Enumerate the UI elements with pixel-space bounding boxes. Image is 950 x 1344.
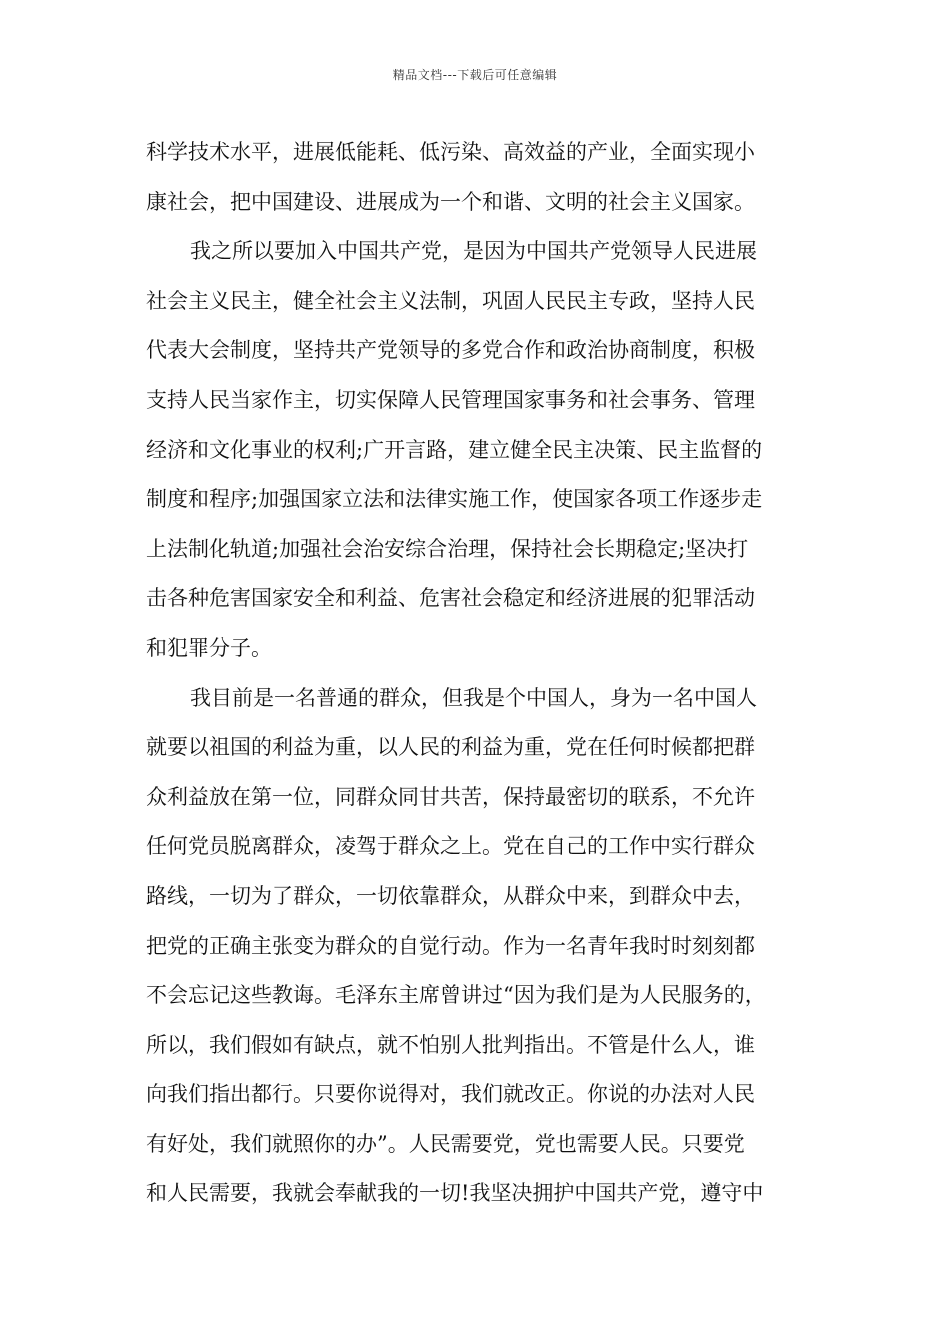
page-header: 精品文档---下载后可任意编辑 <box>392 68 558 82</box>
text-line: 有好处，我们就照你的办”。人民需要党，党也需要人民。只要党 <box>146 1131 745 1156</box>
text-line: 向我们指出都行。只要你说得对，我们就改正。你说的办法对人民 <box>146 1082 755 1107</box>
text-line: 路线，一切为了群众，一切依靠群众，从群众中来，到群众中去， <box>146 883 755 908</box>
text-line: 上法制化轨道;加强社会治安综合治理，保持社会长期稳定;坚决打 <box>146 536 749 561</box>
paragraph-start-line: 我之所以要加入中国共产党，是因为中国共产党领导人民进展 <box>190 239 757 264</box>
text-line: 众利益放在第一位，同群众同甘共苦，保持最密切的联系，不允许 <box>146 784 755 809</box>
text-line: 不会忘记这些教诲。毛泽东主席曾讲过“因为我们是为人民服务的， <box>146 983 766 1008</box>
text-line: 制度和程序;加强国家立法和法律实施工作，使国家各项工作逐步走 <box>146 487 763 512</box>
text-line: 所以，我们假如有缺点，就不怕别人批判指出。不管是什么人，谁 <box>146 1032 755 1057</box>
text-line: 击各种危害国家安全和利益、危害社会稳定和经济进展的犯罪活动 <box>146 586 755 611</box>
text-line: 任何党员脱离群众，凌驾于群众之上。党在自己的工作中实行群众 <box>146 834 755 859</box>
text-line: 社会主义民主，健全社会主义法制，巩固人民民主专政，坚持人民 <box>146 288 755 313</box>
text-line: 支持人民当家作主，切实保障人民管理国家事务和社会事务、管理 <box>146 387 755 412</box>
text-line: 和人民需要，我就会奉献我的一切!我坚决拥护中国共产党，遵守中 <box>146 1181 764 1206</box>
text-line: 和犯罪分子。 <box>146 635 272 660</box>
document-body <box>146 128 816 1219</box>
text-line: 康社会，把中国建设、进展成为一个和谐、文明的社会主义国家。 <box>146 189 755 214</box>
text-line: 代表大会制度，坚持共产党领导的多党合作和政治协商制度，积极 <box>146 338 755 363</box>
text-line: 经济和文化事业的权利;广开言路，建立健全民主决策、民主监督的 <box>146 437 763 462</box>
text-line: 就要以祖国的利益为重，以人民的利益为重，党在任何时候都把群 <box>146 735 755 760</box>
text-line: 把党的正确主张变为群众的自觉行动。作为一名青年我时时刻刻都 <box>146 933 755 958</box>
text-line: 科学技术水平，进展低能耗、低污染、高效益的产业，全面实现小 <box>146 140 755 164</box>
paragraph-start-line: 我目前是一名普通的群众，但我是个中国人，身为一名中国人 <box>190 685 757 710</box>
